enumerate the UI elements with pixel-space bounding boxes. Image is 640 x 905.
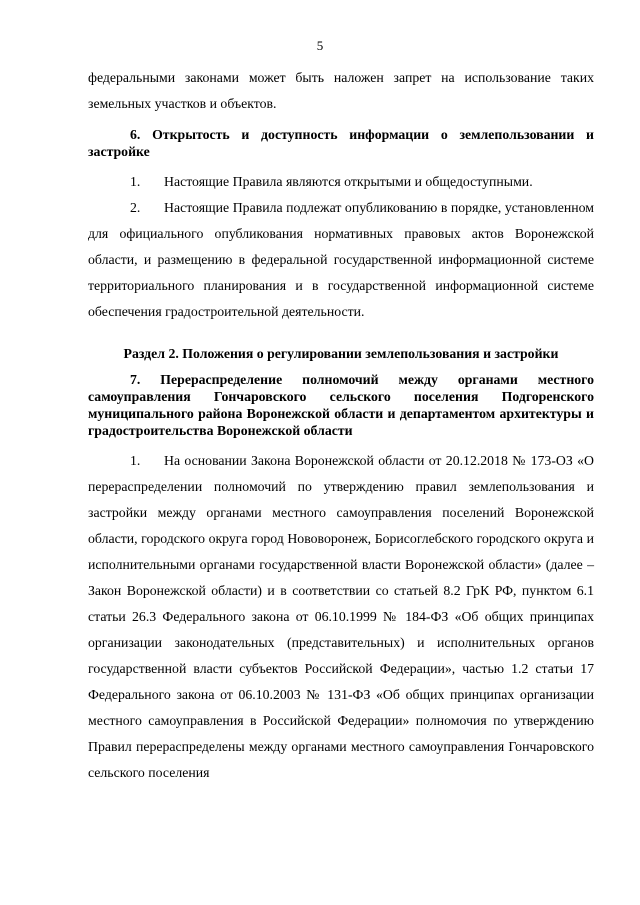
- item-number: 1.: [130, 453, 141, 468]
- lead-paragraph: федеральными законами может быть наложен запрет на использование таких земельных участков и объектов.: [88, 70, 594, 111]
- item-text: На основании Закона Воронежской области от 20.12.2018 № 173-ОЗ «О перераспределении полномочий по утверждению правил землепользования и застройки между органами местного самоуправления поселений Воронежской области, городского округа город Нововоронеж, Борисоглебского городского округа и исполнительными органами государственной власти Воронежской области» (далее – Закон Воронежской области) и в соответствии со статьей 8.2 ГрК РФ, пунктом 6.1 статьи 26.3 Федерального закона от 06.10.1999 № 184-ФЗ «Об общих принципах организации законодательных (представительных) и исполнительных органов государственной власти субъектов Российской Федерации», частью 1.2 статьи 17 Федерального закона от 06.10.2003 № 131-ФЗ «Об общих принципах организации местного самоуправления в Российской Федерации» полномочия по утверждению Правил перераспределены между органами местного самоуправления Гончаровского сельского поселения: [88, 453, 594, 780]
- item-number: 2.: [130, 200, 141, 215]
- article-6-item-2: [88, 195, 594, 325]
- item-text: Настоящие Правила подлежат опубликованию в порядке, установленном для официального опубликования нормативных правовых актов Воронежской области, и размещению в федеральной государственной информационной системе территориального планирования и в государственной информационной системе обеспечения градостроительной деятельности.: [88, 200, 594, 319]
- document-body: [88, 65, 594, 786]
- item-text: Настоящие Правила являются открытыми и общедоступными.: [164, 174, 533, 189]
- item-number: 1.: [130, 174, 141, 189]
- article-6-item-1: [88, 169, 594, 195]
- article-7-item-1: [88, 448, 594, 786]
- page-number: 5: [316, 38, 324, 53]
- article-7-heading: 7. Перераспределение полномочий между органами местного самоуправления Гончаровского сельского поселения Подгоренского муниципального района Воронежской области и департаментом архитектуры и градостроительства Воронежской области: [88, 372, 594, 438]
- article-6-heading: 6. Открытость и доступность информации о землепользовании и застройке: [88, 127, 594, 159]
- section-2-title: Раздел 2. Положения о регулировании землепользования и застройки: [123, 346, 559, 361]
